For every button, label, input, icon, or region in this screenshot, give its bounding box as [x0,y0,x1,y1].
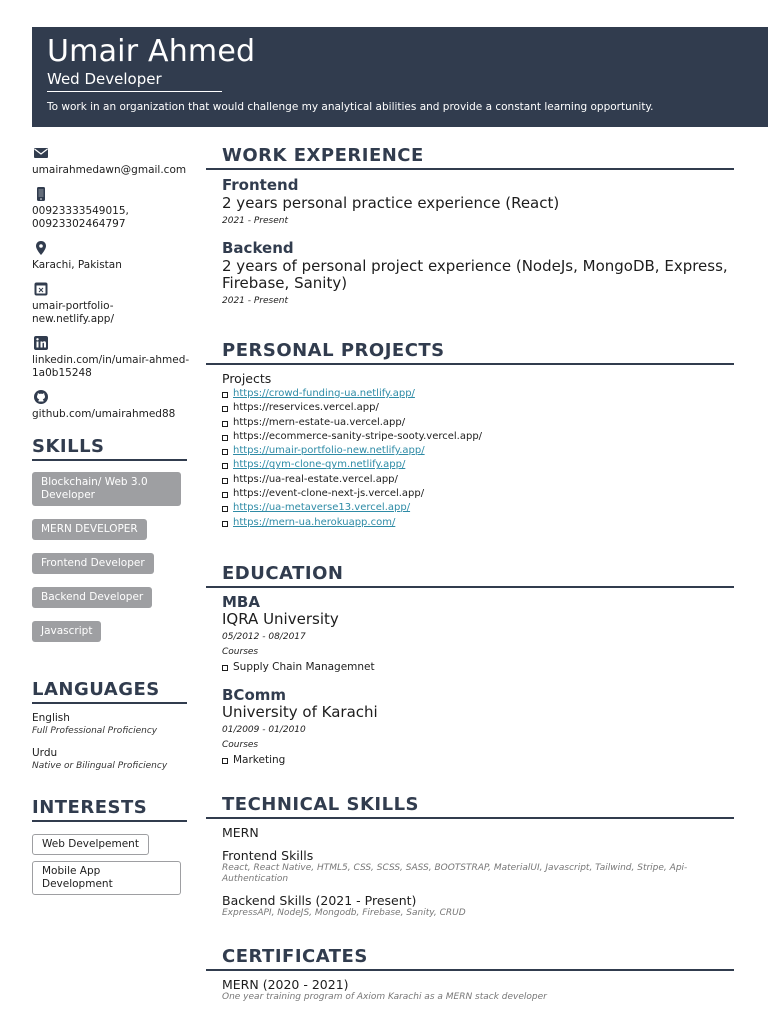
course-list [222,753,734,767]
project-link[interactable]: https://event-clone-next-js.vercel.app/ [222,487,734,501]
course-item: Supply Chain Managemnet [222,660,734,674]
tech-skill-entry [222,825,734,840]
job-title: Backend [222,239,294,257]
skills-list [32,472,192,653]
certificates-body [206,977,734,1003]
skills-title: SKILLS [32,436,187,461]
project-link[interactable]: https://mern-estate-ua.vercel.app/ [222,416,734,430]
technical-skills-body [206,825,734,919]
work-experience-body [206,177,734,307]
course-item: Marketing [222,753,734,767]
resume-header [32,27,768,127]
interests-list [32,832,192,901]
institution: University of Karachi [222,702,378,721]
tech-skill-title: Frontend Skills [222,847,314,863]
tech-skill-entry [222,893,734,919]
project-link[interactable]: https://crowd-funding-ua.netlify.app/ [222,387,734,401]
project-link-list [222,387,734,530]
skill-tag: Backend Developer [32,587,152,608]
candidate-name: Umair Ahmed [47,34,256,69]
project-link[interactable]: https://mern-ua.herokuapp.com/ [222,516,734,530]
website-icon [33,281,49,297]
email-text[interactable]: umairahmedawn@gmail.com [32,164,187,176]
project-link[interactable]: https://umair-portfolio-new.netlify.app/ [222,444,734,458]
phone-text: 00923333549015, 00923302464797 [32,205,129,230]
website-text[interactable]: umair-portfolio-new.netlify.app/ [32,300,115,325]
tech-skill-entry [222,848,734,885]
job-title: Frontend [222,176,299,194]
interest-tag: Web Develpement [32,834,149,855]
education-entry [222,594,734,674]
job-date: 2021 - Present [222,216,288,226]
linkedin-text[interactable]: linkedin.com/in/umair-ahmed-1a0b15248 [32,354,190,379]
tech-skill-title: MERN [222,824,259,840]
skill-tag: Blockchain/ Web 3.0 Developer [32,472,181,506]
language-item [32,712,192,737]
courses-label: Courses [222,646,259,657]
courses-label: Courses [222,739,259,750]
career-summary: To work in an organization that would challenge my analytical abilities and provide a constant learning opportunity. [47,101,654,113]
personal-projects-title: PERSONAL PROJECTS [206,340,734,365]
institution: IQRA University [222,609,339,628]
language-level: Full Professional Proficiency [32,726,158,736]
location-icon [33,240,49,256]
tech-skill-description: ExpressAPI, NodeJS, Mongodb, Firebase, Sanity, CRUD [222,907,466,918]
github-icon [33,389,49,405]
tech-skill-title: Backend Skills (2021 - Present) [222,892,417,908]
right-column [206,145,734,1003]
interests-title: INTERESTS [32,797,187,822]
language-level: Native or Bilingual Proficiency [32,761,168,771]
education-date: 01/2009 - 01/2010 [222,724,306,735]
job-entry [222,240,734,307]
work-experience-title: WORK EXPERIENCE [206,145,734,170]
certificate-entry [222,977,734,1003]
degree: BComm [222,685,287,704]
certificate-title: MERN (2020 - 2021) [222,976,349,992]
projects-label: Projects [222,371,272,386]
linkedin-icon [33,335,49,351]
certificates-title: CERTIFICATES [206,946,734,971]
skill-tag: Frontend Developer [32,553,154,574]
location-text: Karachi, Pakistan [32,259,122,271]
phone-icon [33,186,49,202]
contact-website [32,281,192,326]
technical-skills-title: TECHNICAL SKILLS [206,794,734,819]
contact-linkedin [32,335,192,380]
project-link[interactable]: https://reservices.vercel.app/ [222,401,734,415]
skill-tag: Javascript [32,621,101,642]
contact-list [32,145,192,430]
languages-title: LANGUAGES [32,679,187,704]
job-entry [222,177,734,227]
project-link[interactable]: https://ecommerce-sanity-stripe-sooty.vercel.app/ [222,430,734,444]
skill-tag: MERN DEVELOPER [32,519,147,540]
language-name: English [32,712,70,724]
personal-projects-body [206,371,734,530]
job-description: 2 years personal practice experience (React) [222,194,560,212]
education-entry [222,687,734,767]
project-link[interactable]: https://gym-clone-gym.netlify.app/ [222,458,734,472]
education-date: 05/2012 - 08/2017 [222,631,306,642]
github-text[interactable]: github.com/umairahmed88 [32,408,176,420]
contact-email [32,145,192,177]
education-title: EDUCATION [206,563,734,588]
job-date: 2021 - Present [222,296,288,306]
language-name: Urdu [32,747,58,759]
degree: MBA [222,592,260,611]
course-list [222,660,734,674]
contact-location [32,240,192,272]
language-item [32,747,192,772]
email-icon [33,145,49,161]
contact-github [32,389,192,421]
tech-skill-description: React, React Native, HTML5, CSS, SCSS, SASS, BOOTSTRAP, MaterialUI, Javascript, Tailwind, Stripe, Api-Authentication [222,862,688,884]
certificate-description: One year training program of Axiom Karachi as a MERN stack developer [222,991,547,1002]
candidate-role: Wed Developer [47,70,222,92]
education-body [206,594,734,767]
interest-tag: Mobile App Development [32,861,181,895]
project-link[interactable]: https://ua-real-estate.vercel.app/ [222,473,734,487]
job-description: 2 years of personal project experience (NodeJs, MongoDB, Express, Firebase, Sanity) [222,257,728,292]
project-link[interactable]: https://ua-metaverse13.vercel.app/ [222,501,734,515]
left-column [32,145,192,901]
contact-phone [32,186,192,231]
